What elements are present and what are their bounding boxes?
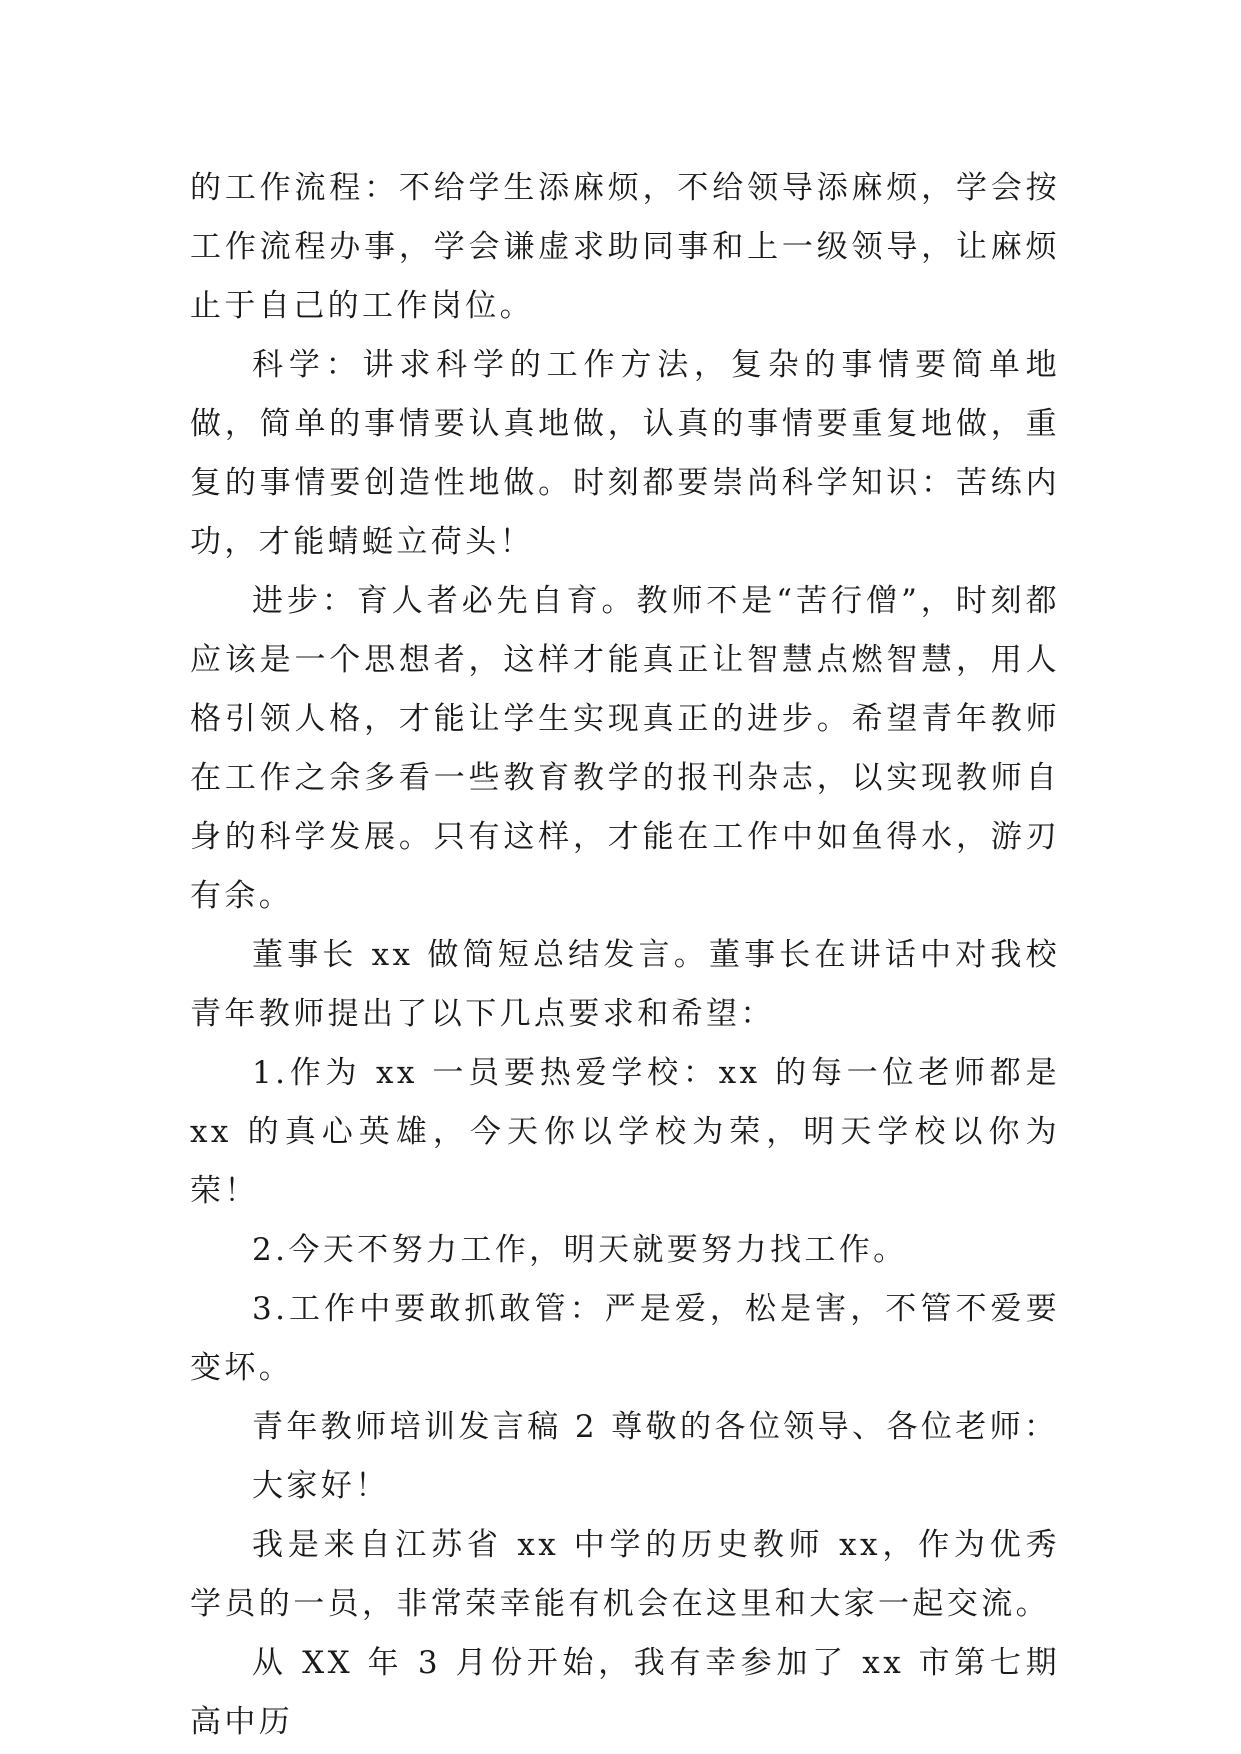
paragraph: 青年教师培训发言稿 2 尊敬的各位领导、各位老师： [252,1409,1059,1445]
paragraph: 2.今天不努力工作，明天就要努力找工作。 [252,1232,908,1268]
paragraph: 董事长 xx 做简短总结发言。董事长在讲话中对我校青年教师提出了以下几点要求和希望： [190,937,1060,1032]
paragraph: 的工作流程：不给学生添麻烦，不给领导添麻烦，学会按工作流程办事，学会谦虚求助同事和上一级领导，让麻烦止于自己的工作岗位。 [190,170,1060,324]
paragraph: 1.作为 xx 一员要热爱学校：xx 的每一位老师都是 xx 的真心英雄，今天你以学校为荣，明天学校以你为荣！ [190,1055,1060,1209]
paragraph: 进步：育人者必先自育。教师不是“苦行僧”，时刻都应该是一个思想者，这样才能真正让智慧点燃智慧，用人格引领人格，才能让学生实现真正的进步。希望青年教师在工作之余多看一些教育教学的报刊杂志，以实现教师自身的科学发展。只有这样，才能在工作中如鱼得水，游刃有余。 [190,583,1060,914]
document-body [190,159,1060,1752]
paragraph: 我是来自江苏省 xx 中学的历史教师 xx，作为优秀学员的一员，非常荣幸能有机会在这里和大家一起交流。 [190,1527,1060,1622]
paragraph: 大家好！ [252,1468,390,1504]
paragraph: 科学：讲求科学的工作方法，复杂的事情要简单地做，简单的事情要认真地做，认真的事情要重复地做，重复的事情要创造性地做。时刻都要崇尚科学知识：苦练内功，才能蜻蜓立荷头！ [190,347,1060,560]
paragraph: 从 XX 年 3 月份开始，我有幸参加了 xx 市第七期高中历 [190,1645,1060,1740]
paragraph: 3.工作中要敢抓敢管：严是爱，松是害，不管不爱要变坏。 [190,1291,1060,1386]
